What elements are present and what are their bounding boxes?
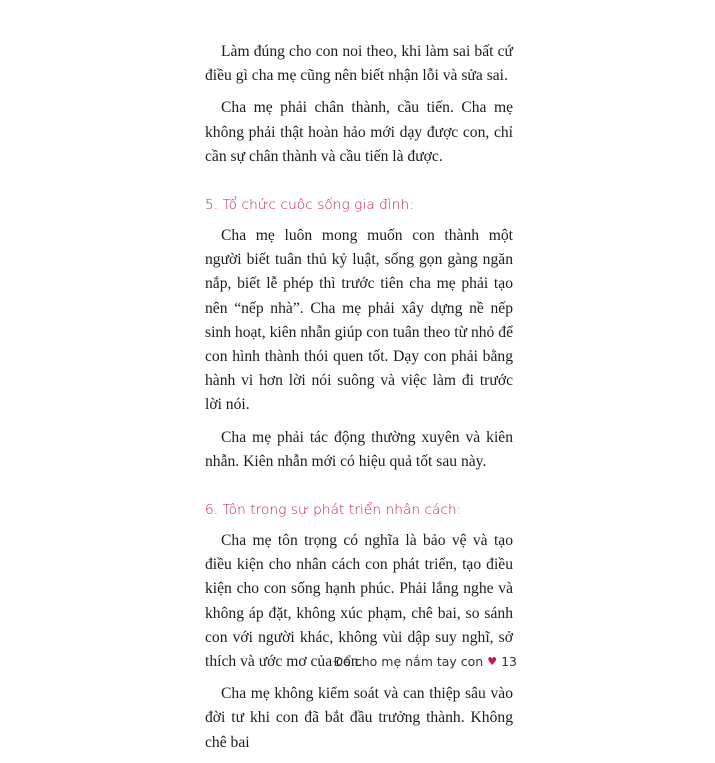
page-footer: [334, 654, 518, 669]
body-paragraph: Cha mẹ luôn mong muốn con thành một người biết tuân thủ kỷ luật, sống gọn gàng ngăn nắp, biết lễ phép thì trước tiên cha mẹ phải tạo nên “nếp nhà”. Cha mẹ phải xây dựng nề nếp sinh hoạt, kiên nhẫn giúp con tuân theo từ nhỏ để con hình thành thói quen tốt. Dạy con phải bằng hành vi hơn lời nói suông và việc làm đi trước lời nói.: [205, 227, 513, 414]
body-paragraph: Cha mẹ không kiểm soát và can thiệp sâu vào đời tư khi con đã bắt đầu trưởng thành. Không chê bai: [205, 685, 513, 751]
body-paragraph: Cha mẹ phải chân thành, cầu tiến. Cha mẹ không phải thật hoàn hảo mới dạy được con, chỉ cần sự chân thành và cầu tiến là được.: [205, 99, 513, 165]
body-paragraph: Cha mẹ tôn trọng có nghĩa là bảo vệ và tạo điều kiện cho nhân cách con phát triển, tạo điều kiện cho con sống hạnh phúc. Phải lắng nghe và không áp đặt, không xúc phạm, chê bai, so sánh con với người khác, không vùi dập suy nghĩ, sở thích và ước mơ của con.: [205, 532, 513, 671]
section-heading-6: 6. Tôn trọng sự phát triển nhân cách:: [205, 502, 462, 519]
section-spacer: [205, 177, 513, 195]
page-number: 13: [501, 654, 517, 669]
section-spacer: [205, 482, 513, 500]
heart-icon: ♥: [487, 655, 498, 668]
body-paragraph: Cha mẹ phải tác động thường xuyên và kiên nhẫn. Kiên nhẫn mới có hiệu quả tốt sau này.: [205, 428, 513, 470]
footer-book-title: Để cho mẹ nắm tay con: [333, 654, 484, 669]
section-heading-5: 5. Tổ chức cuộc sống gia đình:: [205, 197, 414, 214]
body-paragraph: Làm đúng cho con noi theo, khi làm sai bất cứ điều gì cha mẹ cũng nên biết nhận lỗi và sửa sai.: [205, 43, 513, 85]
